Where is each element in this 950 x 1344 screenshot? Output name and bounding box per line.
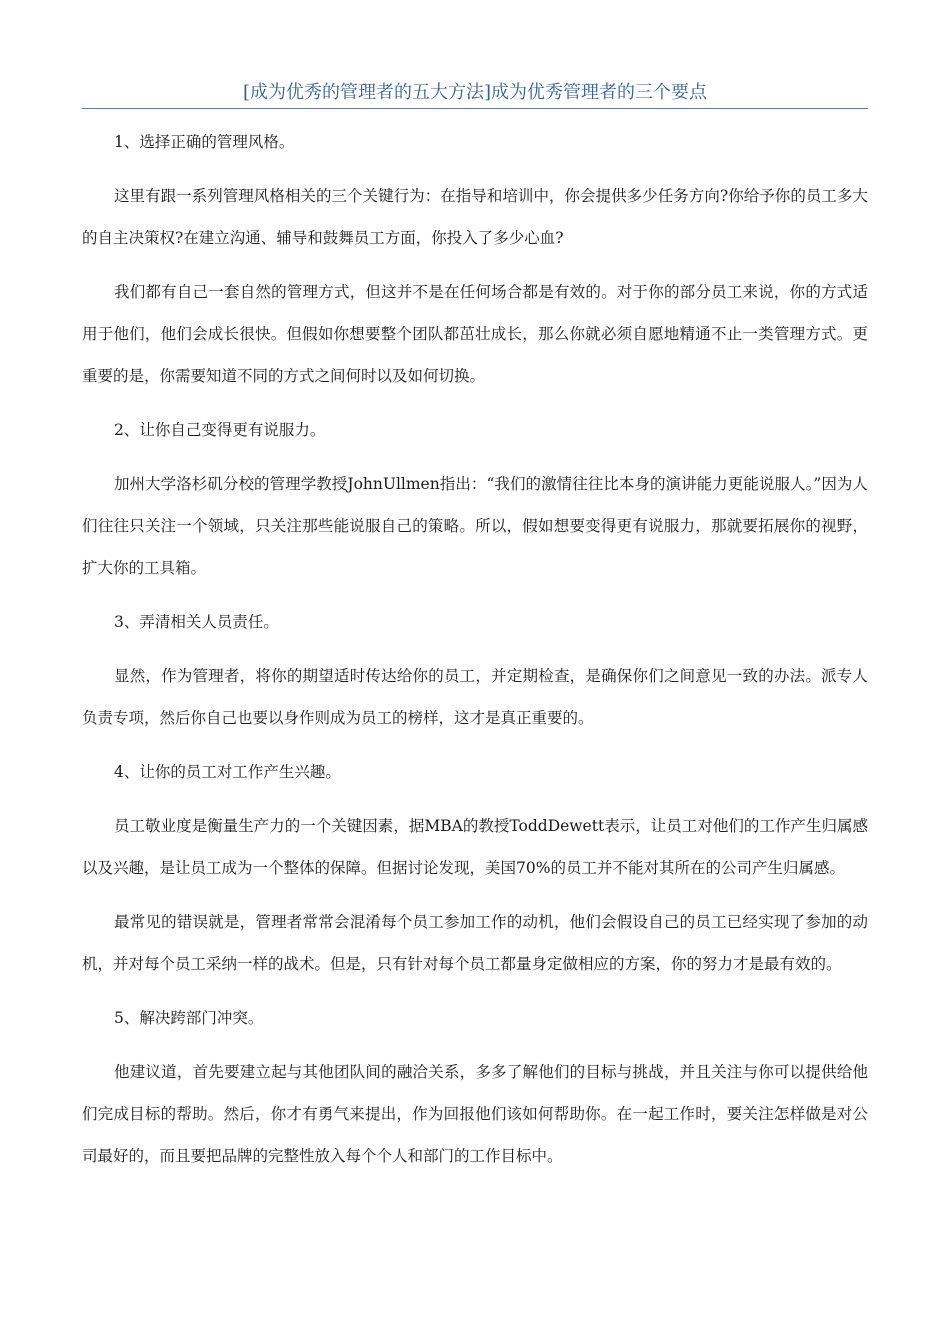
document-title: [成为优秀的管理者的五大方法]成为优秀管理者的三个要点 (82, 78, 868, 109)
heading-3: 3、弄清相关人员责任。 (114, 613, 279, 631)
paragraph: 加州大学洛杉矶分校的管理学教授JohnUllmen指出：“我们的激情往往比本身的演讲能力更能说服人。”因为人们往往只关注一个领域，只关注那些能说服自己的策略。所以，假如想要变得更有说服力，那就要拓展你的视野，扩大你的工具箱。 (82, 475, 868, 577)
paragraph: 我们都有自己一套自然的管理方式，但这并不是在任何场合都是有效的。对于你的部分员工来说，你的方式适用于他们，他们会成长很快。但假如你想要整个团队都茁壮成长，那么你就必须自愿地精通不止一类管理方式。更重要的是，你需要知道不同的方式之间何时以及如何切换。 (82, 283, 868, 385)
heading-4: 4、让你的员工对工作产生兴趣。 (114, 763, 341, 781)
paragraph: 他建议道，首先要建立起与其他团队间的融洽关系，多多了解他们的目标与挑战，并且关注与你可以提供给他们完成目标的帮助。然后，你才有勇气来提出，作为回报他们该如何帮助你。在一起工作时，要关注怎样做是对公司最好的，而且要把品牌的完整性放入每个个人和部门的工作目标中。 (82, 1063, 868, 1165)
heading-2: 2、让你自己变得更有说服力。 (114, 421, 326, 439)
paragraph: 这里有跟一系列管理风格相关的三个关键行为：在指导和培训中，你会提供多少任务方向?你给予你的员工多大的自主决策权?在建立沟通、辅导和鼓舞员工方面，你投入了多少心血? (82, 187, 868, 247)
paragraph: 员工敬业度是衡量生产力的一个关键因素，据MBA的教授ToddDewett表示，让员工对他们的工作产生归属感以及兴趣，是让员工成为一个整体的保障。但据讨论发现，美国70%的员工并不能对其所在的公司产生归属感。 (82, 817, 868, 877)
paragraph: 显然，作为管理者，将你的期望适时传达给你的员工，并定期检查，是确保你们之间意见一致的办法。派专人负责专项，然后你自己也要以身作则成为员工的榜样，这才是真正重要的。 (82, 667, 868, 727)
heading-1: 1、选择正确的管理风格。 (114, 133, 295, 151)
heading-5: 5、解决跨部门冲突。 (114, 1009, 264, 1027)
paragraph: 最常见的错误就是，管理者常常会混淆每个员工参加工作的动机，他们会假设自己的员工已经实现了参加的动机，并对每个员工采纳一样的战术。但是，只有针对每个员工都量身定做相应的方案，你的努力才是最有效的。 (82, 913, 868, 973)
document-page (82, 78, 868, 1189)
